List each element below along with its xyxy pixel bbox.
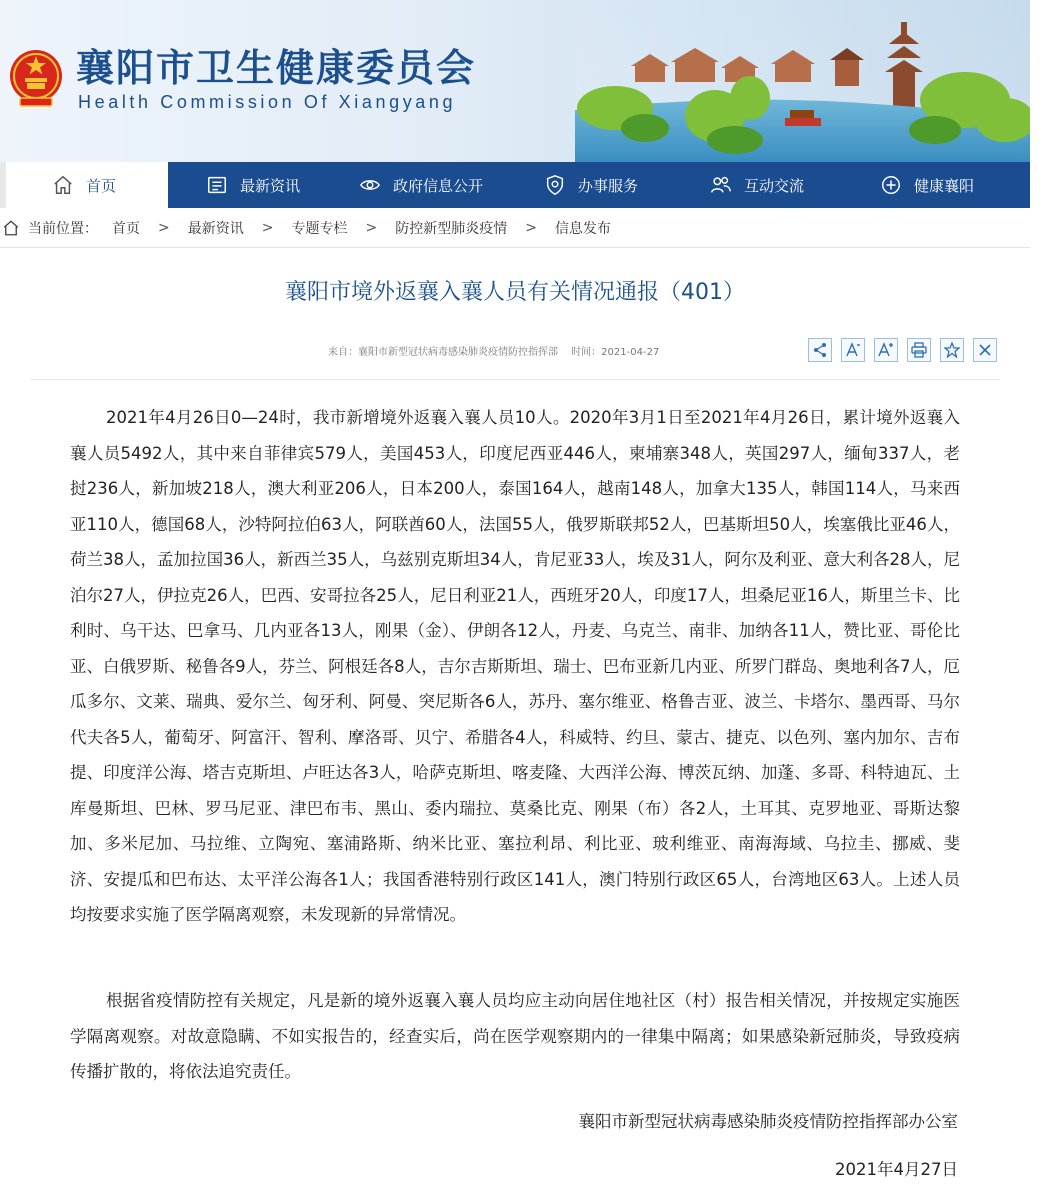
close-button[interactable] [973, 338, 997, 362]
favorite-icon [944, 342, 960, 358]
font-larger-button[interactable] [874, 338, 898, 362]
nav-item-label: 政府信息公开 [393, 176, 484, 195]
breadcrumb [0, 213, 1030, 243]
favorite-button[interactable] [940, 338, 964, 362]
nav-item-label: 首页 [85, 176, 116, 195]
nav-item-services[interactable] [544, 162, 638, 208]
site-title: 襄阳市卫生健康委员会 [76, 46, 477, 90]
share-icon [812, 342, 828, 358]
article-date: 2021年4月27日 [835, 1160, 958, 1179]
share-button[interactable] [808, 338, 832, 362]
home-icon [2, 219, 20, 237]
article-signature: 襄阳市新型冠状病毒感染肺炎疫情防控指挥部办公室 [578, 1112, 958, 1131]
breadcrumb-item[interactable]: 信息发布 [554, 221, 611, 237]
eye-icon [359, 174, 381, 196]
print-button[interactable] [907, 338, 931, 362]
font-larger-icon [878, 342, 894, 358]
nav-item-gov-info[interactable] [359, 162, 483, 208]
breadcrumb-item[interactable]: 最新资讯 [187, 221, 244, 237]
article-meta [328, 343, 669, 358]
site-subtitle: Health Commission Of Xiangyang [78, 92, 457, 112]
national-emblem-icon [8, 46, 64, 110]
nav-item-interaction[interactable] [710, 162, 804, 208]
main-nav [0, 162, 1030, 208]
home-icon [52, 174, 74, 196]
nav-item-home[interactable] [0, 162, 168, 208]
article-title: 襄阳市境外返襄入襄人员有关情况通报（401） [285, 280, 745, 305]
divider [0, 247, 1030, 248]
nav-edge [0, 162, 6, 208]
breadcrumb-item[interactable]: 专题专栏 [291, 221, 348, 237]
divider [30, 379, 1000, 380]
article-paragraph: 2021年4月26日0—24时，我市新增境外返襄入襄人员10人。2020年3月1日至2021年4月26日，累计境外返襄入襄人员5492人，其中来自菲律宾579人，美国453人，印度尼西亚446人，柬埔寨348人，英国297人，缅甸337人，老挝236人，新加坡218人，澳大利亚206人，日本200人，泰国164人，越南148人，加拿大135人，韩国114人，马来西亚110人，德国68人，沙特阿拉伯63人，阿联酋60人，法国55人，俄罗斯联邦52人，巴基斯坦50人，埃塞俄比亚46人，荷兰38人，孟加拉国36人，新西兰35人，乌兹别克斯坦34人，肯尼亚33人，埃及31人，阿尔及利亚、意大利各28人，尼泊尔27人，伊拉克26人，巴西、安哥拉各25人，尼日利亚21人，西班牙20人，印度17人，坦桑尼亚16人，斯里兰卡、比利时、乌干达、巴拿马、几内亚各13人，刚果（金）、伊朗各12人，丹麦、乌克兰、南非、加纳各11人，赞比亚、哥伦比亚、白俄罗斯、秘鲁各9人，芬兰、阿根廷各8人，吉尔吉斯斯坦、瑞士、巴布亚新几内亚、所罗门群岛、奥地利各7人，厄瓜多尔、文莱、瑞典、爱尔兰、匈牙利、阿曼、突尼斯各6人，苏丹、塞尔维亚、格鲁吉亚、波兰、卡塔尔、墨西哥、马尔代夫各5人，葡萄牙、阿富汗、智利、摩洛哥、贝宁、希腊各4人，科威特、约旦、蒙古、捷克、以色列、塞内加尔、吉布提、印度洋公海、塔吉克斯坦、卢旺达各3人，哈萨克斯坦、喀麦隆、大西洋公海、博茨瓦纳、加蓬、多哥、科特迪瓦、土库曼斯坦、巴林、罗马尼亚、津巴布韦、黑山、委内瑞拉、莫桑比克、刚果（布）各2人，土耳其、克罗地亚、哥斯达黎加、多米尼加、马拉维、立陶宛、塞浦路斯、纳米比亚、塞拉利昂、利比亚、玻利维亚、南海海域、乌拉圭、挪威、斐济、安提瓜和巴布达、太平洋公海各1人；我国香港特别行政区141人，澳门特别行政区65人，台湾地区63人。上述人员均按要求实施了医学隔离观察，未发现新的异常情况。 [70, 408, 960, 924]
nav-item-label: 办事服务 [578, 176, 639, 195]
breadcrumb-separator: > [158, 220, 170, 236]
font-smaller-button[interactable] [841, 338, 865, 362]
nav-item-health[interactable] [880, 162, 974, 208]
people-icon [710, 174, 732, 196]
article-time: 时间：2021-04-27 [571, 347, 660, 358]
breadcrumb-item[interactable]: 首页 [112, 221, 140, 237]
shield-icon [544, 174, 566, 196]
news-icon [206, 174, 228, 196]
article-source: 来自：襄阳市新型冠状病毒感染肺炎疫情防控指挥部 [328, 347, 558, 358]
article-toolbar [808, 338, 1006, 362]
nav-item-label: 互动交流 [744, 176, 805, 195]
breadcrumb-separator: > [261, 220, 274, 236]
breadcrumb-prefix: 当前位置： [28, 221, 98, 237]
font-smaller-icon [845, 342, 861, 358]
nav-item-label: 最新资讯 [240, 176, 301, 195]
breadcrumb-separator: > [525, 220, 537, 236]
health-icon [880, 174, 902, 196]
close-icon [977, 342, 993, 358]
article-paragraph: 根据省疫情防控有关规定，凡是新的境外返襄入襄人员均应主动向居住地社区（村）报告相关情况，并按规定实施医学隔离观察。对故意隐瞒、不如实报告的，经查实后，尚在医学观察期内的一律集中隔离；如果感染新冠肺炎，导致疫病传播扩散的，将依法追究责任。 [70, 991, 960, 1081]
nav-item-news[interactable] [206, 162, 300, 208]
site-header [0, 0, 1030, 162]
nav-item-label: 健康襄阳 [914, 176, 975, 195]
breadcrumb-separator: > [365, 220, 378, 236]
banner-scenery-image [575, 0, 1030, 162]
print-icon [911, 342, 927, 358]
breadcrumb-item[interactable]: 防控新型肺炎疫情 [395, 221, 508, 237]
